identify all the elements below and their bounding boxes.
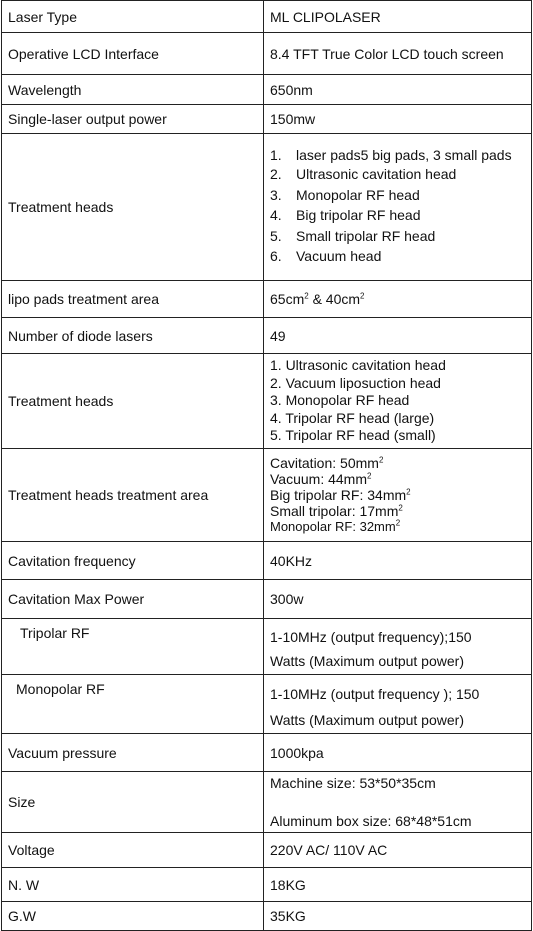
table-row (2, 619, 532, 675)
row-label: Laser Type (2, 1, 264, 33)
list-item: Cavitation: $50mm^2$ (270, 455, 384, 471)
list-item: 4. Big tripolar RF head (270, 207, 421, 224)
table-row (2, 734, 532, 772)
row-value (264, 449, 532, 542)
row-label: Monopolar RF (2, 675, 264, 734)
row-label: Treatment heads treatment area (2, 449, 264, 542)
row-label: Size (2, 772, 264, 833)
row-label: Cavitation frequency (2, 542, 264, 580)
list-item: 2. Ultrasonic cavitation head (270, 166, 457, 183)
table-row (2, 281, 532, 318)
row-label: Treatment heads (2, 354, 264, 449)
treatment-heads-list (270, 147, 525, 267)
table-row (2, 675, 532, 734)
spec-table (1, 0, 532, 931)
table-row (2, 318, 532, 354)
list-item: 4. Tripolar RF head (large) (270, 409, 435, 426)
list-item: 1. laser pads5 big pads, 3 small pads (270, 147, 512, 164)
list-item: 5. Small tripolar RF head (270, 227, 436, 244)
table-row (2, 75, 532, 105)
list-item: 5. Tripolar RF head (small) (270, 427, 436, 444)
row-value: $65cm^2$ & $40cm^2$ (264, 281, 532, 318)
row-value-text: 8.4 TFT True Color LCD touch screen (270, 45, 504, 62)
list-item: Big tripolar RF: $34mm^2$ (270, 487, 411, 503)
table-row (2, 449, 532, 542)
list-item: Vacuum: $44mm^2$ (270, 471, 372, 487)
row-value: 49 (264, 318, 532, 354)
row-value: Machine size: 53*50*35cm Aluminum box size: 68*48*51cm (264, 772, 532, 833)
row-value: 1-10MHz (output frequency);150 Watts (Maximum output power) (264, 619, 532, 675)
list-item: Monopolar RF: $32mm^2$ (270, 518, 401, 534)
row-label: Vacuum pressure (2, 734, 264, 772)
list-item: 1. Ultrasonic cavitation head (270, 357, 446, 374)
row-value (264, 33, 532, 75)
table-row (2, 772, 532, 833)
row-label: Operative LCD Interface (2, 33, 264, 75)
row-label: Number of diode lasers (2, 318, 264, 354)
table-row (2, 105, 532, 134)
row-label: G.W (2, 902, 264, 931)
list-item: Small tripolar: $17mm^2$ (270, 503, 403, 519)
row-value: 650nm (264, 75, 532, 105)
table-row (2, 33, 532, 75)
row-value: 220V AC/ 110V AC (264, 833, 532, 868)
list-item: 6. Vacuum head (270, 248, 382, 265)
table-row (2, 134, 532, 281)
list-item: 3. Monopolar RF head (270, 392, 410, 409)
table-row (2, 1, 532, 33)
table-row (2, 580, 532, 619)
row-value: 18KG (264, 868, 532, 902)
row-label: Treatment heads (2, 134, 264, 281)
row-value: 150mw (264, 105, 532, 134)
row-label: lipo pads treatment area (2, 281, 264, 318)
row-label: N. W (2, 868, 264, 902)
row-value: 35KG (264, 902, 532, 931)
table-row (2, 354, 532, 449)
row-value: 1000kpa (264, 734, 532, 772)
row-value: ML CLIPOLASER (264, 1, 532, 33)
row-label: Tripolar RF (2, 619, 264, 675)
table-row (2, 902, 532, 931)
row-label: Wavelength (2, 75, 264, 105)
table-row (2, 542, 532, 580)
row-label: Cavitation Max Power (2, 580, 264, 619)
row-label: Single-laser output power (2, 105, 264, 134)
row-value (264, 354, 532, 449)
row-value: 40KHz (264, 542, 532, 580)
table-row (2, 833, 532, 868)
table-row (2, 868, 532, 902)
list-item: 3. Monopolar RF head (270, 186, 420, 203)
row-label: Voltage (2, 833, 264, 868)
row-value: 300w (264, 580, 532, 619)
row-value (264, 134, 532, 281)
list-item: 2. Vacuum liposuction head (270, 374, 441, 391)
row-value: 1-10MHz (output frequency ); 150 Watts (Maximum output power) (264, 675, 532, 734)
